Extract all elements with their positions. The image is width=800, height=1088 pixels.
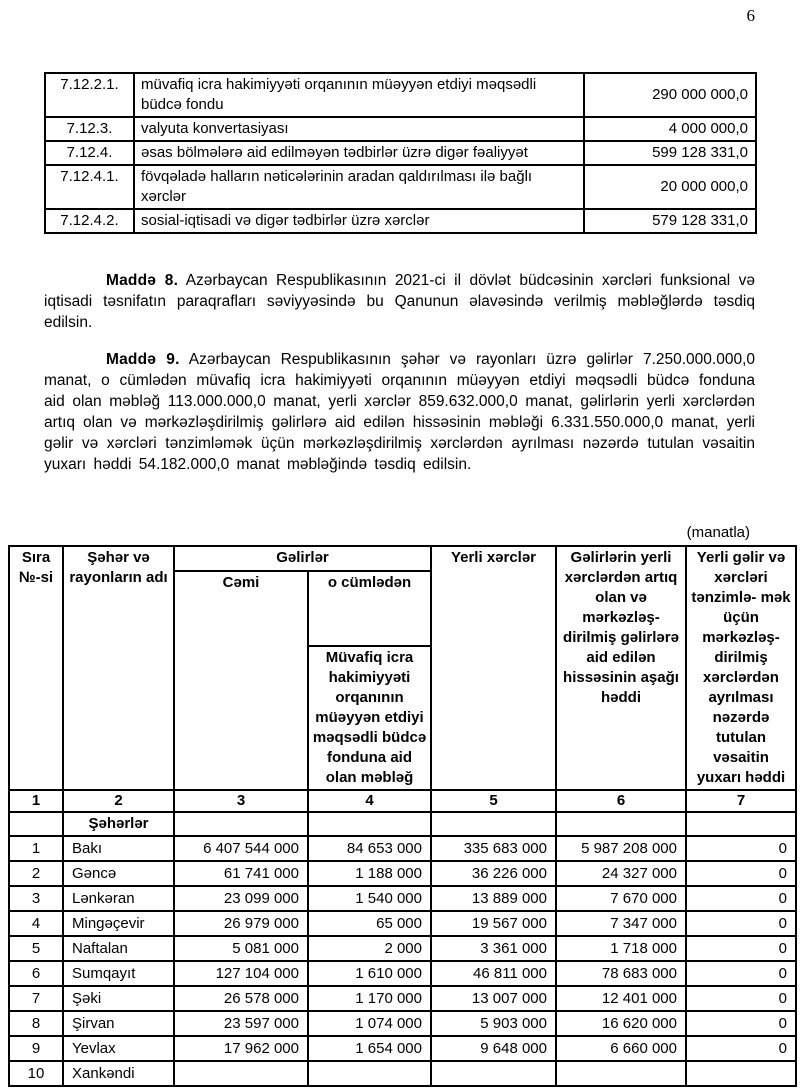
expense-name: fövqəladə halların nəticələrinin aradan qaldırılması ilə bağlı xərclər (134, 165, 584, 209)
expense-amount: 20 000 000,0 (584, 165, 756, 209)
excess-amount: 7 670 000 (556, 886, 686, 911)
city-name: Mingəçevir (63, 911, 174, 936)
table-row (9, 886, 796, 911)
fund-amount: 1 540 000 (308, 886, 431, 911)
row-number: 4 (9, 911, 63, 936)
income-total: 127 104 000 (174, 961, 308, 986)
income-total: 26 979 000 (174, 911, 308, 936)
table-row (45, 141, 756, 165)
city-name: Yevlax (63, 1036, 174, 1061)
expense-name: sosial-iqtisadi və digər tədbirlər üzrə xərclər (134, 209, 584, 233)
income-total: 26 578 000 (174, 986, 308, 1011)
expense-amount: 579 128 331,0 (584, 209, 756, 233)
column-number: 7 (686, 790, 796, 812)
upper-limit: 0 (686, 936, 796, 961)
expense-name: valyuta konvertasiyası (134, 117, 584, 141)
table-row (9, 861, 796, 886)
empty-cell (9, 812, 63, 836)
income-total: 5 081 000 (174, 936, 308, 961)
expense-code: 7.12.3. (45, 117, 134, 141)
row-number: 5 (9, 936, 63, 961)
excess-amount: 5 987 208 000 (556, 836, 686, 861)
upper-limit: 0 (686, 961, 796, 986)
table-row (45, 73, 756, 117)
upper-limit: 0 (686, 986, 796, 1011)
income-total: 61 741 000 (174, 861, 308, 886)
expense-code: 7.12.4.2. (45, 209, 134, 233)
section-row (9, 812, 796, 836)
empty-cell (686, 812, 796, 836)
excess-amount: 78 683 000 (556, 961, 686, 986)
city-name: Xankəndi (63, 1061, 174, 1086)
excess-amount: 7 347 000 (556, 911, 686, 936)
excess-amount: 1 718 000 (556, 936, 686, 961)
upper-limit: 0 (686, 836, 796, 861)
column-number: 1 (9, 790, 63, 812)
table-row (9, 986, 796, 1011)
table-row (9, 836, 796, 861)
article-9-label: Maddə 9. (106, 351, 180, 368)
row-number: 8 (9, 1011, 63, 1036)
city-budget-table (8, 545, 797, 1087)
currency-unit-label: (manatla) (686, 524, 750, 541)
fund-amount: 1 170 000 (308, 986, 431, 1011)
excess-amount (556, 1061, 686, 1086)
row-number: 10 (9, 1061, 63, 1086)
table-row (9, 961, 796, 986)
city-name: Şirvan (63, 1011, 174, 1036)
expense-amount: 4 000 000,0 (584, 117, 756, 141)
expense-amount: 599 128 331,0 (584, 141, 756, 165)
table-row (45, 117, 756, 141)
expense-code: 7.12.2.1. (45, 73, 134, 117)
local-expenses: 19 567 000 (431, 911, 556, 936)
article-8-text: Azərbaycan Respublikasının 2021-ci il dövlət büdcəsinin xərcləri funksional və iqtisadi təsnifatın paraqrafları səviyyəsində bu Qanunun əlavəsində verilmiş məbləğlərdə təsdiq edilsin. (44, 272, 755, 331)
col-header-including: o cümlədən (308, 571, 431, 646)
city-name: Lənkəran (63, 886, 174, 911)
income-total: 6 407 544 000 (174, 836, 308, 861)
local-expenses: 5 903 000 (431, 1011, 556, 1036)
fund-amount: 1 188 000 (308, 861, 431, 886)
column-number: 2 (63, 790, 174, 812)
empty-cell (308, 812, 431, 836)
article-9-paragraph (44, 349, 755, 475)
section-label: Şəhərlər (63, 812, 174, 836)
income-total: 23 597 000 (174, 1011, 308, 1036)
row-number: 6 (9, 961, 63, 986)
empty-cell (431, 812, 556, 836)
fund-amount: 1 610 000 (308, 961, 431, 986)
city-name: Bakı (63, 836, 174, 861)
expense-code: 7.12.4.1. (45, 165, 134, 209)
city-name: Sumqayıt (63, 961, 174, 986)
city-budget-block (8, 523, 795, 1087)
table-row (45, 165, 756, 209)
page-number: 6 (746, 6, 755, 25)
upper-limit: 0 (686, 1036, 796, 1061)
city-name: Naftalan (63, 936, 174, 961)
fund-amount: 84 653 000 (308, 836, 431, 861)
expense-code: 7.12.4. (45, 141, 134, 165)
row-number: 7 (9, 986, 63, 1011)
col-header-upper-limit: Yerli gəlir və xərcləri tənzimlə- mək üçün mərkəzləş- dirilmiş xərclərdən ayrılması nəzərdə tutulan vəsaitin yuxarı həddi (686, 546, 796, 790)
table-row (9, 1061, 796, 1086)
col-header-total: Cəmi (174, 571, 308, 790)
excess-amount: 16 620 000 (556, 1011, 686, 1036)
table-row (9, 1036, 796, 1061)
table-row (9, 936, 796, 961)
empty-cell (174, 812, 308, 836)
fund-amount: 1 654 000 (308, 1036, 431, 1061)
expense-amount: 290 000 000,0 (584, 73, 756, 117)
empty-cell (556, 812, 686, 836)
table-row (45, 209, 756, 233)
income-total: 23 099 000 (174, 886, 308, 911)
column-number: 6 (556, 790, 686, 812)
col-header-seq: Sıra №-si (9, 546, 63, 790)
upper-limit: 0 (686, 861, 796, 886)
table-row (9, 911, 796, 936)
column-number: 3 (174, 790, 308, 812)
row-number: 2 (9, 861, 63, 886)
excess-amount: 24 327 000 (556, 861, 686, 886)
col-header-name: Şəhər və rayonların adı (63, 546, 174, 790)
article-9-text: Azərbaycan Respublikasının şəhər və rayonları üzrə gəlirlər 7.250.000.000,0 manat, o cümlədən müvafiq icra hakimiyyəti orqanının müəyyən etdiyi məqsədli büdcə fonduna aid olan məbləğ 113.000.000,0 manat, yerli xərclər 859.632.000,0 manat, gəlirlərin yerli xərclərdən artıq olan və mərkəzləşdirilmiş gəlirlərə aid edilən hissəsinin məbləği 6.331.550.000,0 manat, yerli gəlir və xərcləri tənzimləmək üçün mərkəzləşdirilmiş xərclərdən ayrılması nəzərdə tutulan vəsaitin yuxarı həddi 54.182.000,0 manat məbləğində təsdiq edilsin. (44, 351, 755, 473)
col-header-incomes-group: Gəlirlər (174, 546, 431, 571)
local-expenses: 335 683 000 (431, 836, 556, 861)
excess-amount: 6 660 000 (556, 1036, 686, 1061)
expense-name: müvafiq icra hakimiyyəti orqanının müəyyən etdiyi məqsədli büdcə fondu (134, 73, 584, 117)
article-8-label: Maddə 8. (106, 272, 179, 289)
fund-amount (308, 1061, 431, 1086)
fund-amount: 2 000 (308, 936, 431, 961)
upper-limit: 0 (686, 911, 796, 936)
col-header-excess: Gəlirlərin yerli xərclərdən artıq olan və mərkəzləş- dirilmiş gəlirlərə aid edilən hissəsinin aşağı həddi (556, 546, 686, 790)
col-header-fund: Müvafiq icra hakimiyyəti orqanının müəyyən etdiyi məqsədli büdcə fonduna aid olan məbləğ (308, 646, 431, 790)
row-number: 3 (9, 886, 63, 911)
expense-table (44, 72, 757, 234)
upper-limit: 0 (686, 886, 796, 911)
upper-limit (686, 1061, 796, 1086)
excess-amount: 12 401 000 (556, 986, 686, 1011)
column-number-row (9, 790, 796, 812)
header-row (9, 546, 796, 571)
city-name: Gəncə (63, 861, 174, 886)
local-expenses (431, 1061, 556, 1086)
local-expenses: 3 361 000 (431, 936, 556, 961)
local-expenses: 9 648 000 (431, 1036, 556, 1061)
column-number: 4 (308, 790, 431, 812)
city-name: Şəki (63, 986, 174, 1011)
row-number: 1 (9, 836, 63, 861)
income-total: 17 962 000 (174, 1036, 308, 1061)
col-header-local-expenses: Yerli xərclər (431, 546, 556, 790)
article-8-paragraph (44, 270, 755, 333)
row-number: 9 (9, 1036, 63, 1061)
table-row (9, 1011, 796, 1036)
local-expenses: 13 889 000 (431, 886, 556, 911)
expense-name: əsas bölmələrə aid edilməyən tədbirlər üzrə digər fəaliyyət (134, 141, 584, 165)
local-expenses: 36 226 000 (431, 861, 556, 886)
local-expenses: 46 811 000 (431, 961, 556, 986)
upper-limit: 0 (686, 1011, 796, 1036)
fund-amount: 1 074 000 (308, 1011, 431, 1036)
local-expenses: 13 007 000 (431, 986, 556, 1011)
page-content (0, 0, 800, 475)
income-total (174, 1061, 308, 1086)
column-number: 5 (431, 790, 556, 812)
fund-amount: 65 000 (308, 911, 431, 936)
